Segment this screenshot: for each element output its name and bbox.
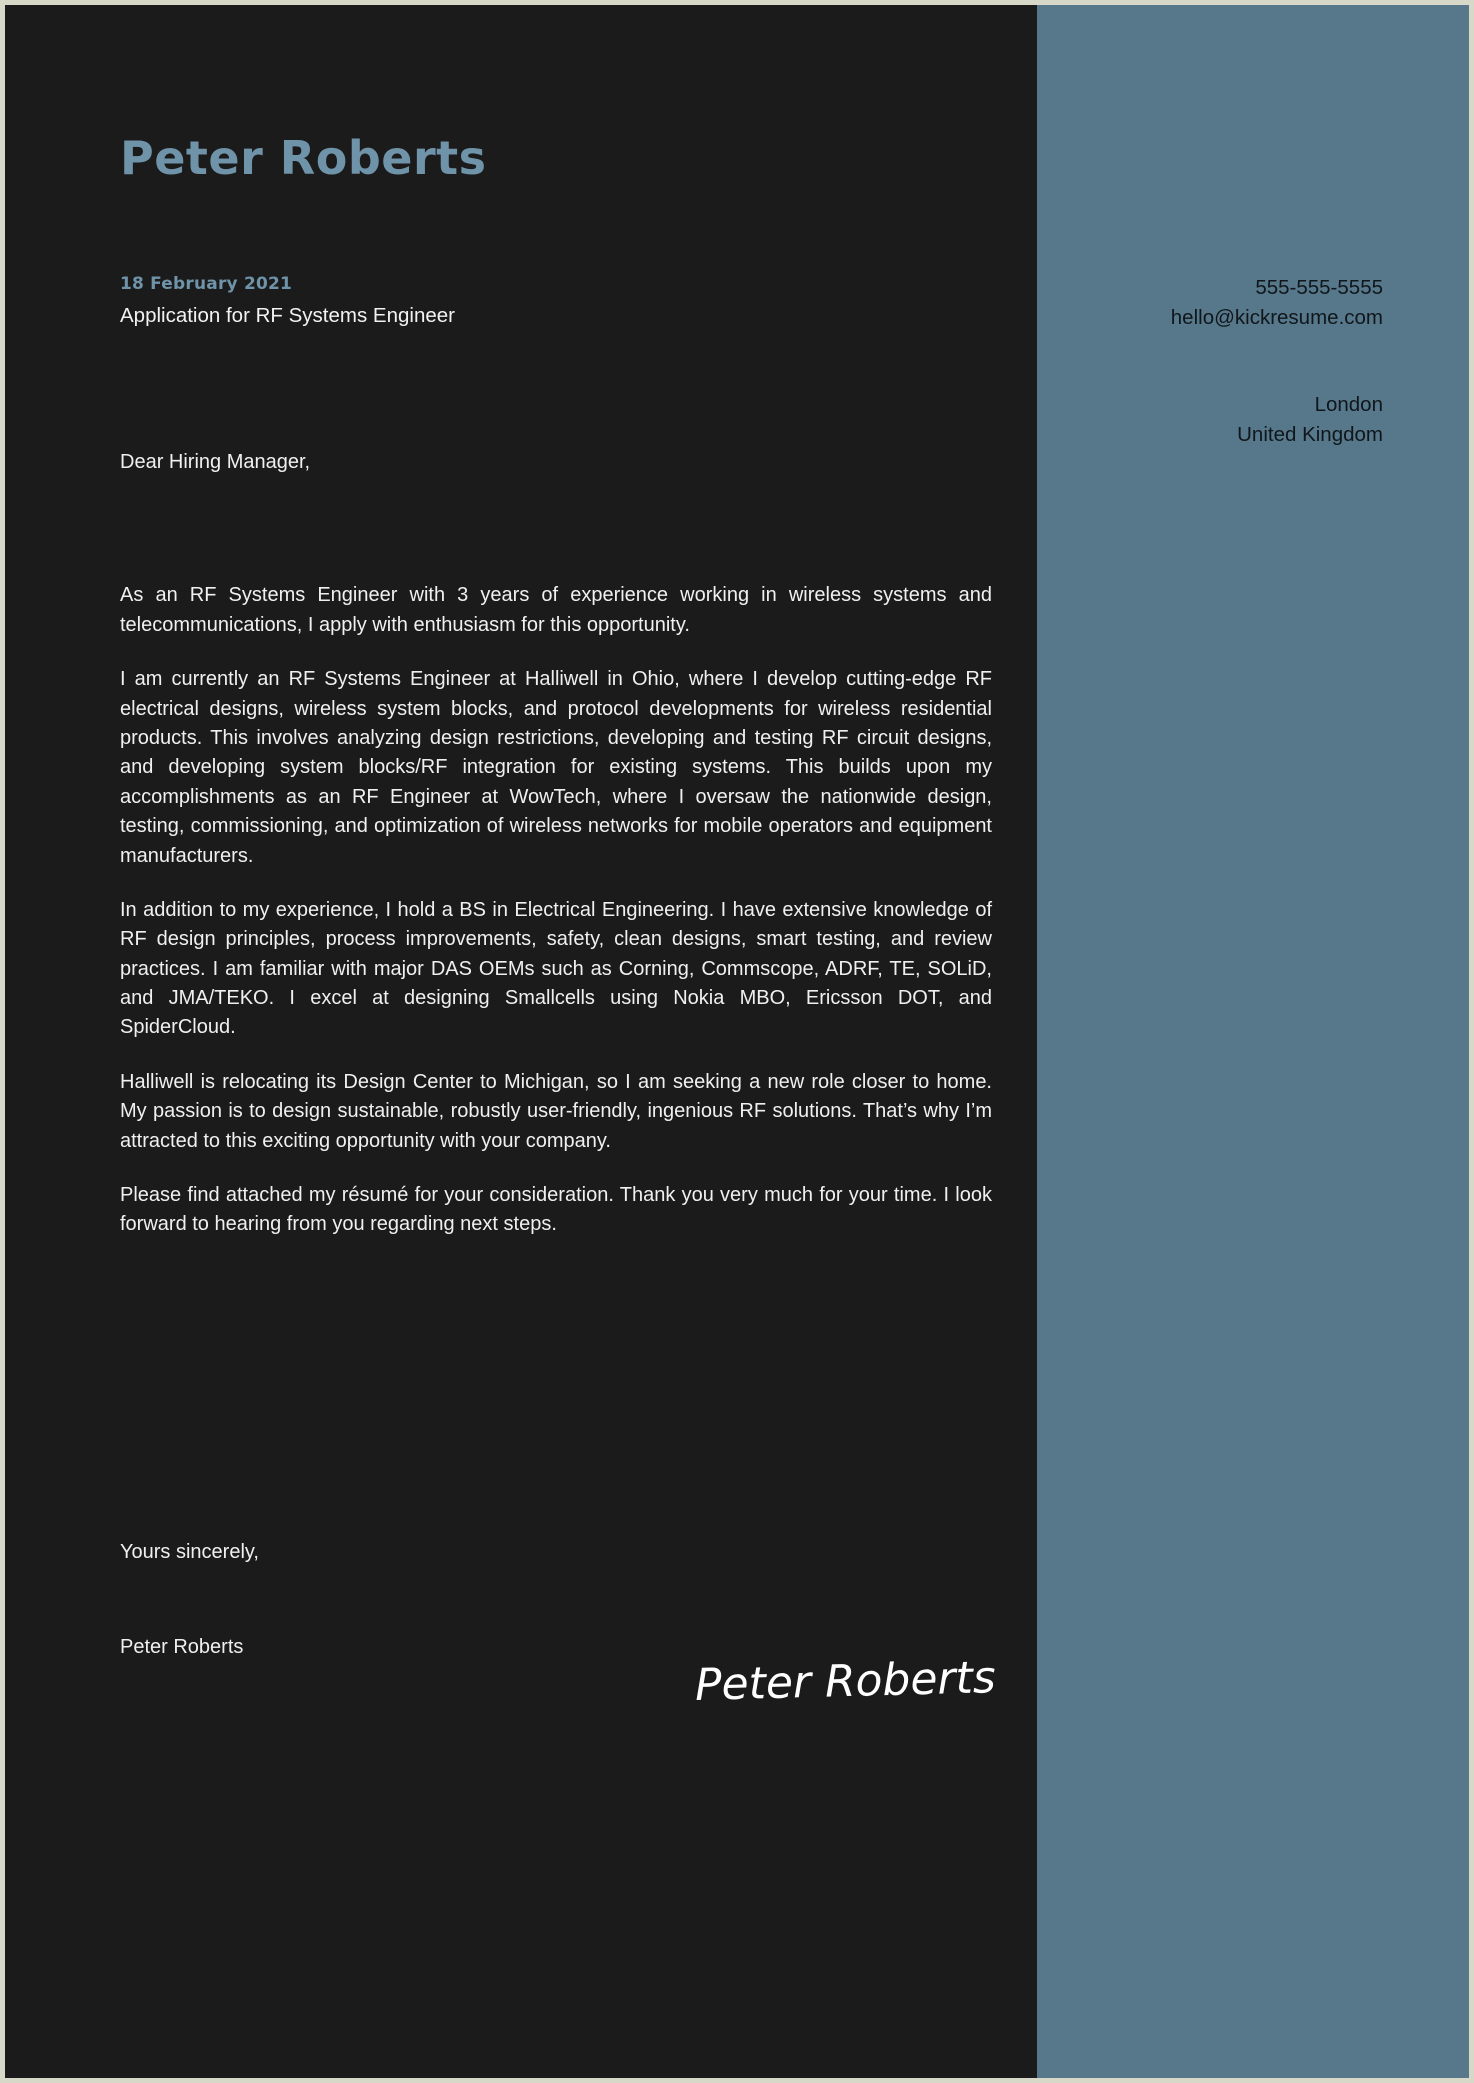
letter-paragraph: Halliwell is relocating its Design Center to Michigan, so I am seeking a new role closer to home. My passion is to design sustainable, robustly user-friendly, ingenious RF solutions. That’s why I’m attracted to this exciting opportunity with your company. bbox=[120, 1070, 992, 1152]
letter-paragraph: As an RF Systems Engineer with 3 years of experience working in wireless systems and telecommunications, I apply with enthusiasm for this opportunity. bbox=[120, 584, 992, 636]
letter-meta bbox=[120, 273, 1000, 330]
letter-paragraph: I am currently an RF Systems Engineer at Halliwell in Ohio, where I develop cutting-edge RF electrical designs, wireless system blocks, and protocol developments for wireless residential products. This involves analyzing design restrictions, developing and testing RF circuit designs, and developing system blocks/RF integration for existing systems. This builds upon my accomplishments as an RF Engineer at WowTech, where I oversaw the nationwide design, testing, commissioning, and optimization of wireless networks for mobile operators and equipment manufacturers. bbox=[120, 668, 992, 867]
page-title: Peter Roberts bbox=[120, 131, 487, 185]
letter-paragraph: Please find attached my résumé for your consideration. Thank you very much for your time. I look forward to hearing from you regarding next steps. bbox=[120, 1184, 992, 1236]
contact-phone: 555-555-5555 bbox=[1255, 276, 1383, 299]
closing-salutation: Yours sincerely, bbox=[120, 1541, 259, 1563]
signature: Peter Roberts bbox=[694, 1652, 997, 1711]
contact-email: hello@kickresume.com bbox=[1170, 305, 1383, 329]
letter-salutation: Dear Hiring Manager, bbox=[120, 451, 311, 473]
letter-paragraph: In addition to my experience, I hold a BS in Electrical Engineering. I have extensive knowledge of RF design principles, process improvements, safety, clean designs, smart testing, and review practices. I am familiar with major DAS OEMs such as Corning, Commscope, ADRF, TE, SOLiD, and JMA/TEKO. I excel at designing Smallcells using Nokia MBO, Ericsson DOT, and SpiderCloud. bbox=[120, 898, 992, 1039]
letter-date: 18 February 2021 bbox=[120, 274, 293, 294]
letter-closing bbox=[120, 1538, 259, 1663]
contact-location bbox=[1171, 390, 1383, 449]
contact-country: United Kingdom bbox=[1237, 423, 1383, 447]
closing-name: Peter Roberts bbox=[120, 1636, 244, 1659]
contact-details bbox=[1171, 273, 1383, 450]
letter-body bbox=[120, 448, 992, 1240]
letter-subject: Application for RF Systems Engineer bbox=[120, 304, 455, 328]
contact-city: London bbox=[1314, 393, 1383, 417]
